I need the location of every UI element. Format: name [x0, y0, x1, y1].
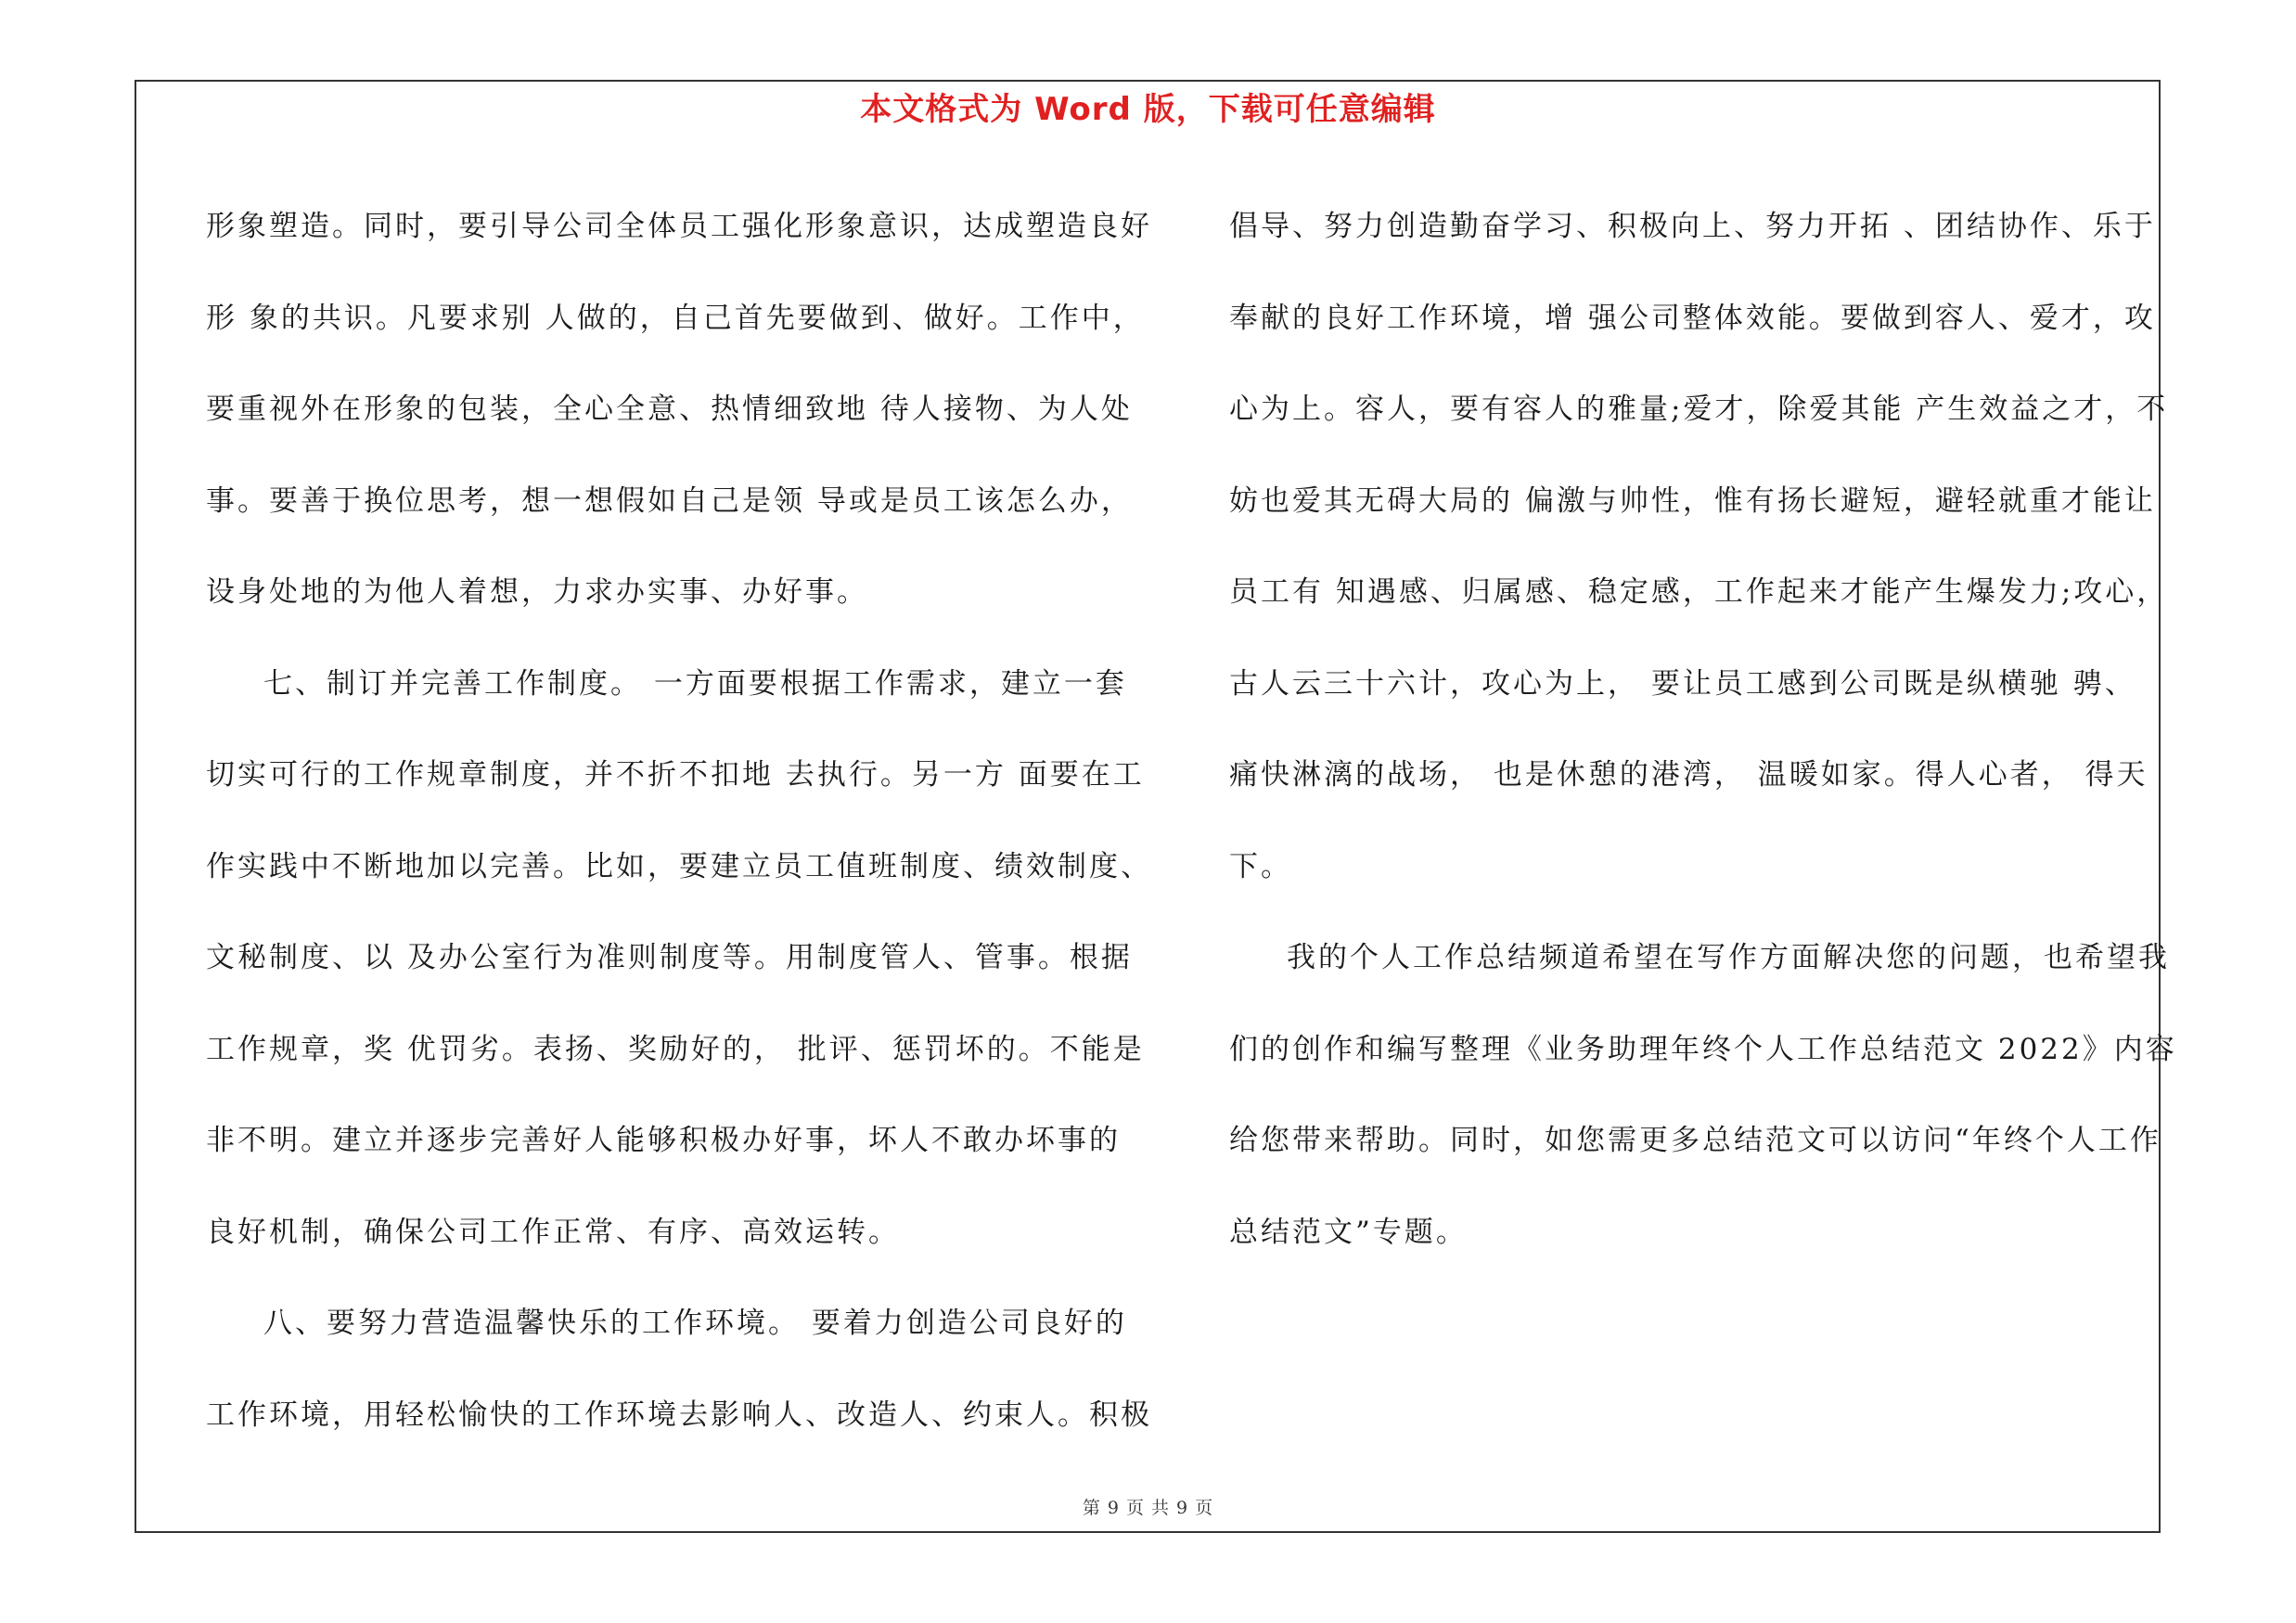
text-line: 形象塑造。同时，要引导公司全体员工强化形象意识，达成塑造良好 — [206, 210, 1152, 243]
text-line: 工作环境，用轻松愉快的工作环境去影响人、改造人、约束人。积极 — [206, 1398, 1152, 1432]
section-heading-line: 八、要努力营造温馨快乐的工作环境。 要着力创造公司良好的 — [263, 1307, 1127, 1340]
text-line: 要重视外在形象的包装，全心全意、热情细致地 待人接物、为人处 — [206, 393, 1133, 426]
closing-paragraph-line: 我的个人工作总结频道希望在写作方面解决您的问题，也希望我 — [1287, 941, 2170, 974]
section-heading-line: 七、制订并完善工作制度。 一方面要根据工作需求，建立一套 — [263, 666, 1127, 701]
left-column — [206, 181, 1161, 1461]
right-column — [1229, 181, 2177, 1278]
text-line: 痛快淋漓的战场， 也是休憩的港湾， 温暖如家。得人心者， 得天 — [1229, 758, 2148, 792]
text-line: 事。要善于换位思考，想一想假如自己是领 导或是员工该怎么办， — [206, 483, 1133, 518]
text-line: 切实可行的工作规章制度，并不折不扣地 去执行。另一方 面要在工 — [206, 758, 1145, 792]
text-line: 文秘制度、以 及办公室行为准则制度等。用制度管人、管事。根据 — [206, 941, 1133, 974]
text-line: 设身处地的为他人着想，力求办实事、办好事。 — [206, 575, 868, 609]
text-line: 下。 — [1229, 849, 1292, 883]
text-line: 作实践中不断地加以完善。比如，要建立员工值班制度、绩效制度、 — [206, 849, 1152, 883]
text-line: 古人云三十六计，攻心为上， 要让员工感到公司既是纵横驰 骋、 — [1229, 666, 2136, 701]
text-line: 总结范文”专题。 — [1229, 1215, 1468, 1249]
text-line: 给您带来帮助。同时，如您需更多总结范文可以访问“年终个人工作 — [1229, 1124, 2161, 1157]
text-line: 倡导、努力创造勤奋学习、积极向上、努力开拓 、团结协作、乐于 — [1229, 210, 2156, 243]
text-line: 奉献的良好工作环境，增 强公司整体效能。要做到容人、爱才，攻 — [1229, 301, 2156, 335]
text-line: 心为上。容人，要有容人的雅量;爱才，除爱其能 产生效益之才，不 — [1229, 393, 2169, 426]
text-line: 良好机制，确保公司工作正常、有序、高效运转。 — [206, 1215, 900, 1249]
word-format-banner: 本文格式为 Word 版，下载可任意编辑 — [860, 91, 1436, 128]
text-line: 形 象的共识。凡要求别 人做的，自己首先要做到、做好。工作中， — [206, 301, 1145, 335]
text-line: 们的创作和编写整理《业务助理年终个人工作总结范文 2022》内容 — [1229, 1032, 2177, 1066]
text-line: 妨也爱其无碍大局的 偏激与帅性，惟有扬长避短，避轻就重才能让 — [1229, 483, 2156, 518]
text-line: 工作规章，奖 优罚劣。表扬、奖励好的， 批评、惩罚坏的。不能是 — [206, 1032, 1145, 1066]
text-line: 非不明。建立并逐步完善好人能够积极办好事，坏人不敢办坏事的 — [206, 1124, 1121, 1157]
page-number-footer: 第 9 页 共 9 页 — [1082, 1498, 1214, 1518]
text-line: 员工有 知遇感、归属感、稳定感，工作起来才能产生爆发力;攻心， — [1229, 575, 2169, 609]
